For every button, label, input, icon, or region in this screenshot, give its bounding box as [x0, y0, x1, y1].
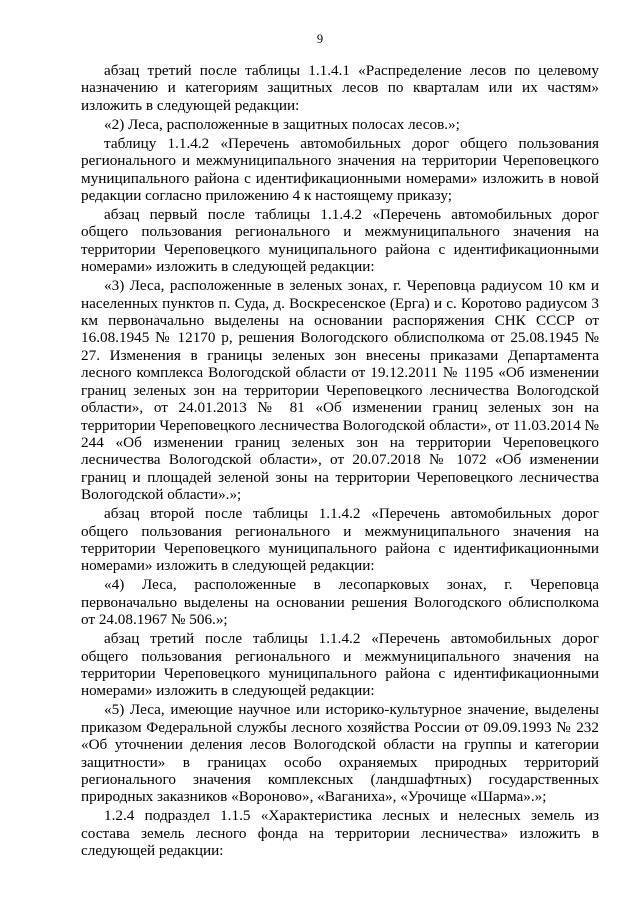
paragraph-item-2: «2) Леса, расположенные в защитных полосах лесов.»;: [104, 115, 460, 133]
paragraph-abzac-vtoroj: абзац второй после таблицы 1.1.4.2 «Перечень автомобильных дорог общего пользования регионального и межмуниципального значения на территории Череповецкого муниципального района с идентификационными номерами» изложить в следующей редакции:: [81, 505, 599, 575]
paragraph-item-4: «4) Леса, расположенные в лесопарковых зонах, г. Череповца первоначально выделены на основании решения Вологодского облисполкома от 24.08.1967 № 506.»;: [81, 576, 599, 629]
document-body: [81, 62, 599, 861]
paragraph-table-1-1-4-2: таблицу 1.1.4.2 «Перечень автомобильных дорог общего пользования регионального и межмуниципального значения на территории Череповецкого муниципального района с идентификационными номерами» изложить в новой редакции согласно приложению 4 к настоящему приказу;: [81, 134, 599, 205]
paragraph-item-3: «3) Леса, расположенные в зеленых зонах, г. Череповца радиусом 10 км и населенных пунктов п. Суда, д. Воскресенское (Ерга) и с. Коротово радиусом 3 км первоначально выделены на основании распоряжения СНК СССР от 16.08.1945 № 12170 р, решения Вологодского облисполкома от 25.08.1945 № 27. Изменения в границы зеленых зон внесены приказами Департамента лесного комплекса Вологодской области от 19.12.2011 № 1195 «Об изменении границ зеленых зон на территории Череповецкого лесничества Вологодской области», от 24.01.2013 № 81 «Об изменении границ зеленых зон на территории Череповецкого лесничества Вологодской области», от 11.03.2014 № 244 «Об изменении границ зеленых зон на территории Череповецкого лесничества Вологодской области», от 20.07.2018 № 1072 «Об изменении границ и площадей зеленой зоны на территории Череповецкого лесничества Вологодской области».»;: [81, 277, 599, 504]
paragraph-item-5: «5) Леса, имеющие научное или историко-культурное значение, выделены приказом Федеральной службы лесного хозяйства России от 09.09.1993 № 232 «Об уточнении деления лесов Вологодской области на группы и категории защитности» в границах особо охраняемых природных территорий регионального значения комплексных (ландшафтных) государственных природных заказников «Вороново», «Ваганиха», «Урочище «Шарма».»;: [81, 701, 599, 806]
paragraph-abzac-tretij-1-1-4-2: абзац третий после таблицы 1.1.4.2 «Перечень автомобильных дорог общего пользования регионального и межмуниципального значения на территории Череповецкого муниципального района с идентификационными номерами» изложить в следующей редакции:: [81, 630, 599, 700]
page-number: 9: [316, 32, 324, 46]
paragraph-1-2-4: 1.2.4 подраздел 1.1.5 «Характеристика лесных и нелесных земель из состава земель лесного фонда на территории лесничества» изложить в следующей редакции:: [81, 807, 599, 860]
paragraph-abzac-tretij-1-1-4-1: абзац третий после таблицы 1.1.4.1 «Распределение лесов по целевому назначению и категориям защитных лесов по кварталам или их частям» изложить в следующей редакции:: [81, 62, 599, 114]
paragraph-abzac-pervyj: абзац первый после таблицы 1.1.4.2 «Перечень автомобильных дорог общего пользования регионального и межмуниципального значения на территории Череповецкого муниципального района с идентификационными номерами» изложить в следующей редакции:: [81, 206, 599, 276]
